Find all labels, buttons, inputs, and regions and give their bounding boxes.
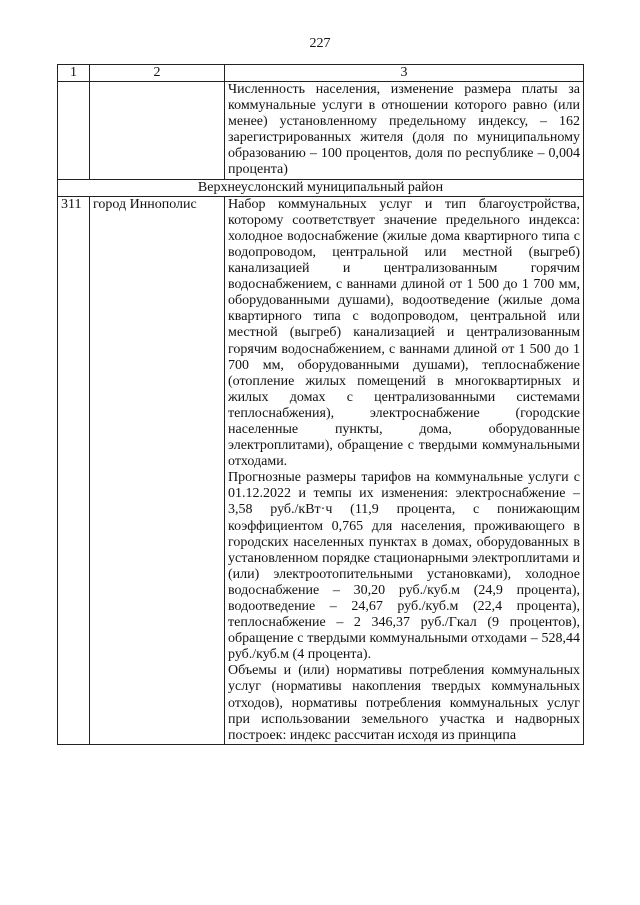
column-header-2: 2 <box>90 65 225 82</box>
municipality-name: город Иннополис <box>90 196 225 744</box>
table-row <box>58 196 584 744</box>
document-table <box>57 64 584 745</box>
page-number: 227 <box>309 36 331 51</box>
column-header-3: 3 <box>225 65 584 82</box>
description-paragraph-1: Набор коммунальных услуг и тип благоустройства, которому соответствует значение предельного индекса: холодное водоснабжение (жилые дома квартирного типа с водопроводом, центральной или местной (выгреб) канализацией и централизованным горячим водоснабжением, с ваннами длиной от 1 500 до 1 700 мм, оборудованными душами), водоотведение (жилые дома квартирного типа с водопроводом, центральной или местной (выгреб) канализацией и централизованным горячим водоснабжением, с ваннами длиной от 1 500 до 1 700 мм, оборудованными душами), теплоснабжение (отопление жилых помещений в многоквартирных и жилых домах с централизованными системами теплоснабжения), электроснабжение (городские населенные пункты, дома, оборудованные электроплитами), обращение с твердыми коммунальными отходами. <box>228 196 580 470</box>
row-number: 311 <box>58 196 90 744</box>
continuation-text: Численность населения, изменение размера платы за коммунальные услуги в отношении которого равно (или менее) установленному предельному индексу, – 162 зарегистрированных жителя (доля по муниципальному образованию – 100 процентов, доля по республике – 0,004 процента) <box>228 82 580 178</box>
row-description <box>225 196 584 744</box>
section-row <box>58 179 584 196</box>
description-paragraph-3: Объемы и (или) нормативы потребления коммунальных услуг (нормативы накопления твердых коммунальных отходов), нормативы потребления коммунальных услуг при использовании земельного участка и надворных построек: индекс рассчитан исходя из принципа <box>228 663 580 743</box>
continuation-cell-2 <box>90 82 225 180</box>
column-header-1: 1 <box>58 65 90 82</box>
table-header-row <box>58 65 584 82</box>
continuation-cell-1 <box>58 82 90 180</box>
section-title: Верхнеуслонский муниципальный район <box>58 179 584 196</box>
description-paragraph-2: Прогнозные размеры тарифов на коммунальные услуги с 01.12.2022 и темпы их изменения: электроснабжение – 3,58 руб./кВт·ч (11,9 процента, с понижающим коэффициентом 0,765 для населения, проживающего в городских населенных пунктах в домах, оборудованных в установленном порядке стационарными электроплитами и (или) электроотопительными установками), холодное водоснабжение – 30,20 руб./куб.м (24,9 процента), водоотведение – 24,67 руб./куб.м (22,4 процента), теплоснабжение – 2 346,37 руб./Гкал (9 процентов), обращение с твердыми коммунальными отходами – 528,44 руб./куб.м (4 процента). <box>228 470 580 663</box>
continuation-row <box>58 82 584 180</box>
continuation-cell-3 <box>225 82 584 180</box>
